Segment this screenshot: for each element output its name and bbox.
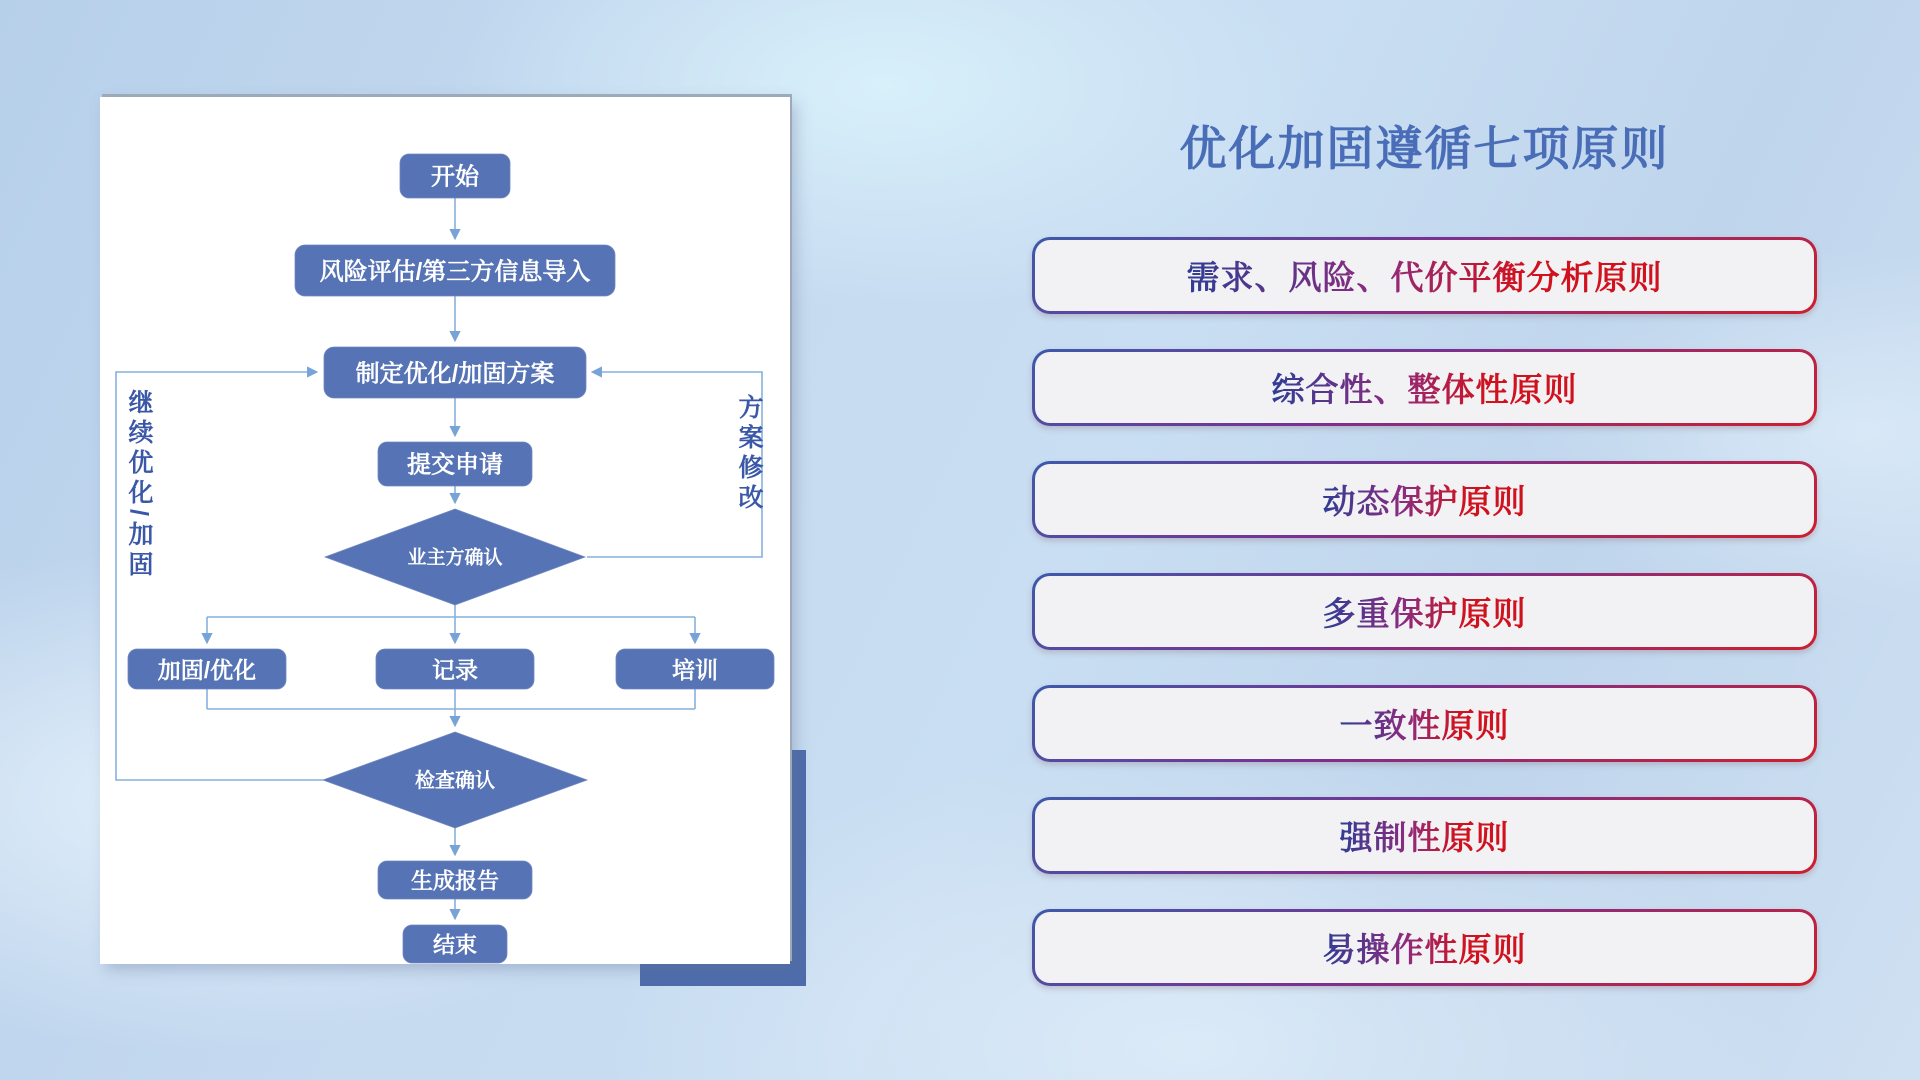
principle-item bbox=[1032, 685, 1817, 762]
principle-item bbox=[1032, 797, 1817, 874]
principle-item bbox=[1032, 349, 1817, 426]
principle-item bbox=[1032, 909, 1817, 986]
node-report-label: 生成报告 bbox=[410, 868, 500, 894]
node-make-plan-label: 制定优化/加固方案 bbox=[355, 360, 555, 388]
principle-item-label: 强制性原则 bbox=[1340, 812, 1510, 859]
node-risk-assess-label: 风险评估/第三方信息导入 bbox=[319, 258, 591, 286]
principle-item-label: 需求、风险、代价平衡分析原则 bbox=[1187, 252, 1663, 299]
principle-item-label: 动态保护原则 bbox=[1323, 476, 1527, 523]
loop-label-continue: 继续优化/加固 bbox=[125, 389, 153, 581]
node-reinforce-label: 加固/优化 bbox=[157, 657, 257, 683]
principle-item-label: 易操作性原则 bbox=[1323, 924, 1527, 971]
flowchart-diagram bbox=[100, 97, 790, 964]
principle-item bbox=[1032, 573, 1817, 650]
principle-item-label: 多重保护原则 bbox=[1323, 588, 1527, 635]
principles-panel bbox=[1032, 112, 1817, 1021]
principle-item-label: 一致性原则 bbox=[1340, 700, 1510, 747]
principle-item bbox=[1032, 461, 1817, 538]
principle-item bbox=[1032, 237, 1817, 314]
node-check-confirm-label: 检查确认 bbox=[415, 770, 495, 792]
node-training-label: 培训 bbox=[672, 657, 718, 683]
principle-item-label: 综合性、整体性原则 bbox=[1272, 364, 1578, 411]
node-record-label: 记录 bbox=[432, 657, 478, 683]
flowchart-card bbox=[100, 97, 790, 964]
node-end-label: 结束 bbox=[432, 932, 478, 958]
node-owner-confirm-label: 业主方确认 bbox=[407, 547, 503, 569]
loop-label-revise: 方案修改 bbox=[735, 394, 763, 514]
flow-nodes bbox=[125, 154, 774, 963]
node-submit-label: 提交申请 bbox=[407, 451, 503, 479]
node-start-label: 开始 bbox=[431, 163, 479, 191]
page-title: 优化加固遵循七项原则 bbox=[1179, 122, 1670, 175]
